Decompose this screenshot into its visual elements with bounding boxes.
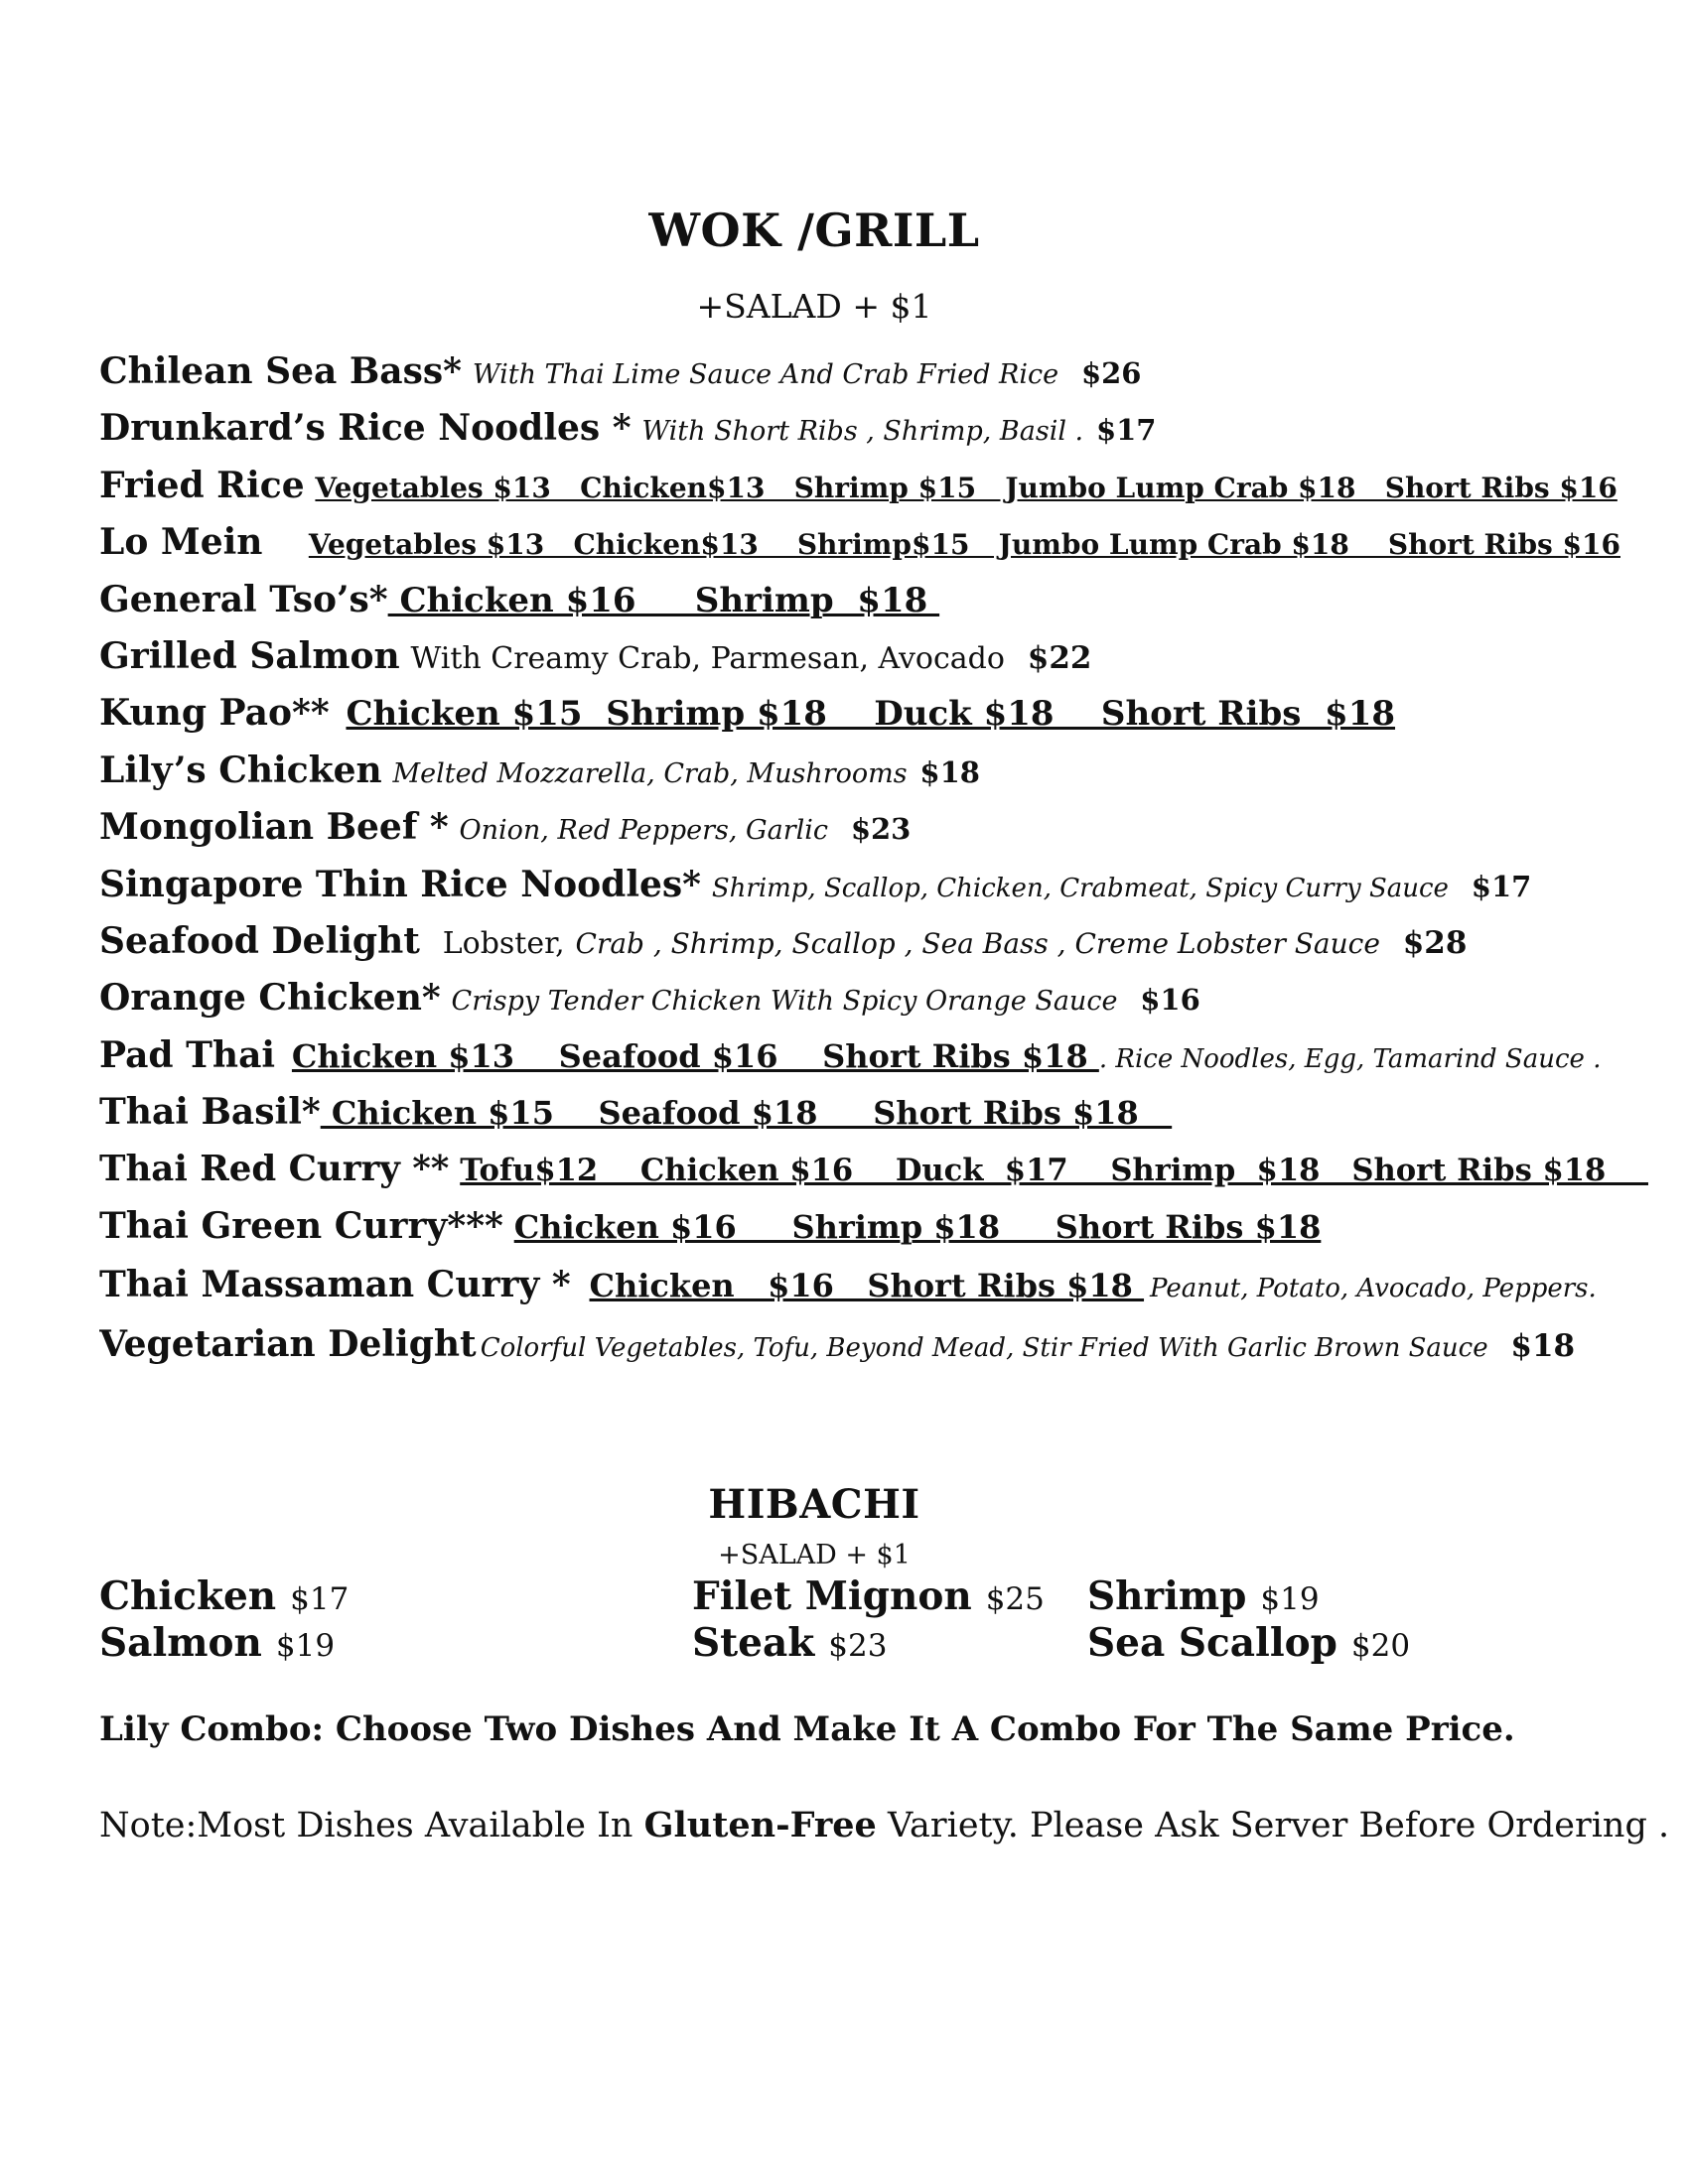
menu-item-options: Vegetables $13 Chicken$13 Shrimp $15 Jumbo Lump Crab $18 Short Ribs $16 — [315, 471, 1618, 504]
menu-item-price: $26 — [1080, 356, 1142, 390]
hibachi-item-price: $20 — [1350, 1628, 1411, 1664]
menu-item — [99, 970, 1648, 1026]
menu-item-options: Chicken $13 Seafood $16 Short Ribs $18 — [291, 1036, 1099, 1075]
menu-item-name: Mongolian Beef * — [99, 806, 449, 849]
menu-item — [99, 857, 1648, 913]
menu-item-description: With Creamy Crab, Parmesan, Avocado — [410, 640, 1005, 676]
menu-item-name: Fried Rice — [99, 464, 305, 506]
menu-item-name: Thai Green Curry*** — [99, 1204, 503, 1247]
menu-item-price: $16 — [1140, 983, 1200, 1018]
menu-item-price: $18 — [1510, 1328, 1576, 1365]
hibachi-item — [99, 1620, 335, 1666]
menu-item-name: Pad Thai — [99, 1033, 276, 1076]
menu-item-name: Seafood Delight — [99, 919, 420, 962]
menu-item — [99, 913, 1648, 970]
hibachi-item-price: $23 — [828, 1628, 888, 1664]
menu-item — [99, 400, 1648, 457]
menu-item — [99, 743, 1648, 799]
menu-item-description: Melted Mozzarella, Crab, Mushrooms — [392, 757, 908, 789]
hibachi-item-price: $19 — [1260, 1581, 1320, 1617]
wok-menu-list — [99, 343, 1648, 1374]
menu-item-description: . Rice Noodles, Egg, Tamarind Sauce . — [1098, 1043, 1602, 1074]
hibachi-item-name: Chicken — [99, 1573, 277, 1619]
menu-item — [99, 685, 1648, 742]
menu-item-name: General Tso’s* — [99, 578, 388, 620]
menu-item — [99, 572, 1648, 628]
menu-item-description: Peanut, Potato, Avocado, Peppers. — [1150, 1274, 1597, 1304]
hibachi-item-name: Salmon — [99, 1620, 262, 1666]
menu-item-description: Lobster, — [442, 925, 565, 961]
hibachi-item-name: Filet Mignon — [692, 1573, 972, 1619]
menu-item — [99, 1084, 1648, 1141]
wok-salad-addon: +SALAD + $1 — [696, 287, 932, 326]
hibachi-item-name: Sea Scallop — [1087, 1620, 1337, 1666]
menu-item — [99, 514, 1648, 571]
note-text: Variety. Please Ask Server Before Ordering . — [876, 1806, 1670, 1845]
gluten-free-note — [99, 1805, 1669, 1845]
menu-item-description: Crispy Tender Chicken With Spicy Orange Sauce — [451, 986, 1118, 1018]
menu-item-name: Grilled Salmon — [99, 634, 400, 677]
lily-combo-text: Lily Combo: Choose Two Dishes And Make It A Combo For The Same Price. — [99, 1709, 1515, 1749]
menu-item — [99, 1141, 1648, 1197]
hibachi-title: HIBACHI — [708, 1481, 920, 1528]
menu-item-price: $17 — [1095, 413, 1157, 448]
menu-item-price: $17 — [1471, 869, 1532, 903]
menu-item-name: Kung Pao** — [99, 692, 330, 735]
menu-item-options: Tofu$12 Chicken $16 Duck $17 Shrimp $18 Short Ribs $18 — [460, 1153, 1648, 1189]
menu-item-price: $23 — [850, 812, 912, 847]
menu-item-description: With Short Ribs , Shrimp, Basil . — [641, 416, 1084, 448]
note-text: Note:Most Dishes Available In — [99, 1806, 644, 1845]
menu-item-name: Vegetarian Delight — [99, 1323, 477, 1366]
hibachi-item-name: Steak — [692, 1620, 815, 1666]
menu-item-price: $28 — [1402, 924, 1468, 961]
menu-item — [99, 1027, 1648, 1084]
hibachi-item-name: Shrimp — [1087, 1573, 1247, 1619]
menu-item-name: Lily’s Chicken — [99, 749, 382, 791]
menu-item — [99, 628, 1648, 685]
menu-item-name: Drunkard’s Rice Noodles * — [99, 407, 632, 450]
hibachi-item — [1087, 1620, 1410, 1666]
menu-item-name: Thai Red Curry ** — [99, 1149, 450, 1190]
note-gluten-free: Gluten-Free — [643, 1805, 877, 1845]
menu-item-price: $18 — [919, 754, 980, 789]
menu-item — [99, 1255, 1648, 1314]
menu-item-options: Vegetables $13 Chicken$13 Shrimp$15 Jumbo Lump Crab $18 Short Ribs $16 — [308, 528, 1620, 562]
menu-item-name: Chilean Sea Bass* — [99, 350, 462, 392]
menu-item — [99, 343, 1648, 400]
wok-grill-title: WOK /GRILL — [648, 204, 980, 257]
menu-item-name: Singapore Thin Rice Noodles* — [99, 863, 702, 905]
menu-item-name: Thai Basil* — [99, 1091, 321, 1134]
hibachi-salad-addon: +SALAD + $1 — [718, 1540, 911, 1570]
hibachi-item — [1087, 1573, 1320, 1619]
menu-item-options: Chicken $15 Shrimp $18 Duck $18 Short Ribs $18 — [346, 694, 1396, 735]
menu-item-options: Chicken $16 Shrimp $18 — [387, 580, 940, 620]
hibachi-item-price: $25 — [985, 1581, 1045, 1617]
hibachi-item — [692, 1573, 1045, 1619]
menu-item-description: Shrimp, Scallop, Chicken, Crabmeat, Spicy Curry Sauce — [711, 873, 1449, 903]
menu-item-description: With Thai Lime Sauce And Crab Fried Rice — [472, 359, 1059, 390]
menu-item-options: Chicken $16 Short Ribs $18 — [589, 1267, 1145, 1305]
menu-item — [99, 1198, 1648, 1255]
hibachi-item — [99, 1573, 349, 1619]
menu-item — [99, 799, 1648, 856]
hibachi-item — [692, 1620, 887, 1666]
hibachi-item-price: $19 — [275, 1628, 336, 1664]
menu-item-price: $22 — [1027, 639, 1092, 676]
menu-item-description: Colorful Vegetables, Tofu, Beyond Mead, Stir Fried With Garlic Brown Sauce — [480, 1333, 1488, 1364]
menu-item-name: Thai Massaman Curry * — [99, 1264, 571, 1306]
menu-item-name: Orange Chicken* — [99, 977, 441, 1020]
menu-item-options: Chicken $16 Shrimp $18 Short Ribs $18 — [513, 1207, 1322, 1246]
menu-item-options: Chicken $15 Seafood $18 Short Ribs $18 — [320, 1094, 1173, 1133]
menu-item — [99, 1314, 1648, 1374]
hibachi-item-price: $17 — [290, 1581, 350, 1617]
menu-item-name: Lo Mein — [99, 521, 263, 564]
menu-item — [99, 458, 1648, 514]
menu-item-description: Crab , Shrimp, Scallop , Sea Bass , Creme Lobster Sauce — [575, 926, 1380, 960]
menu-item-description: Onion, Red Peppers, Garlic — [459, 815, 829, 847]
